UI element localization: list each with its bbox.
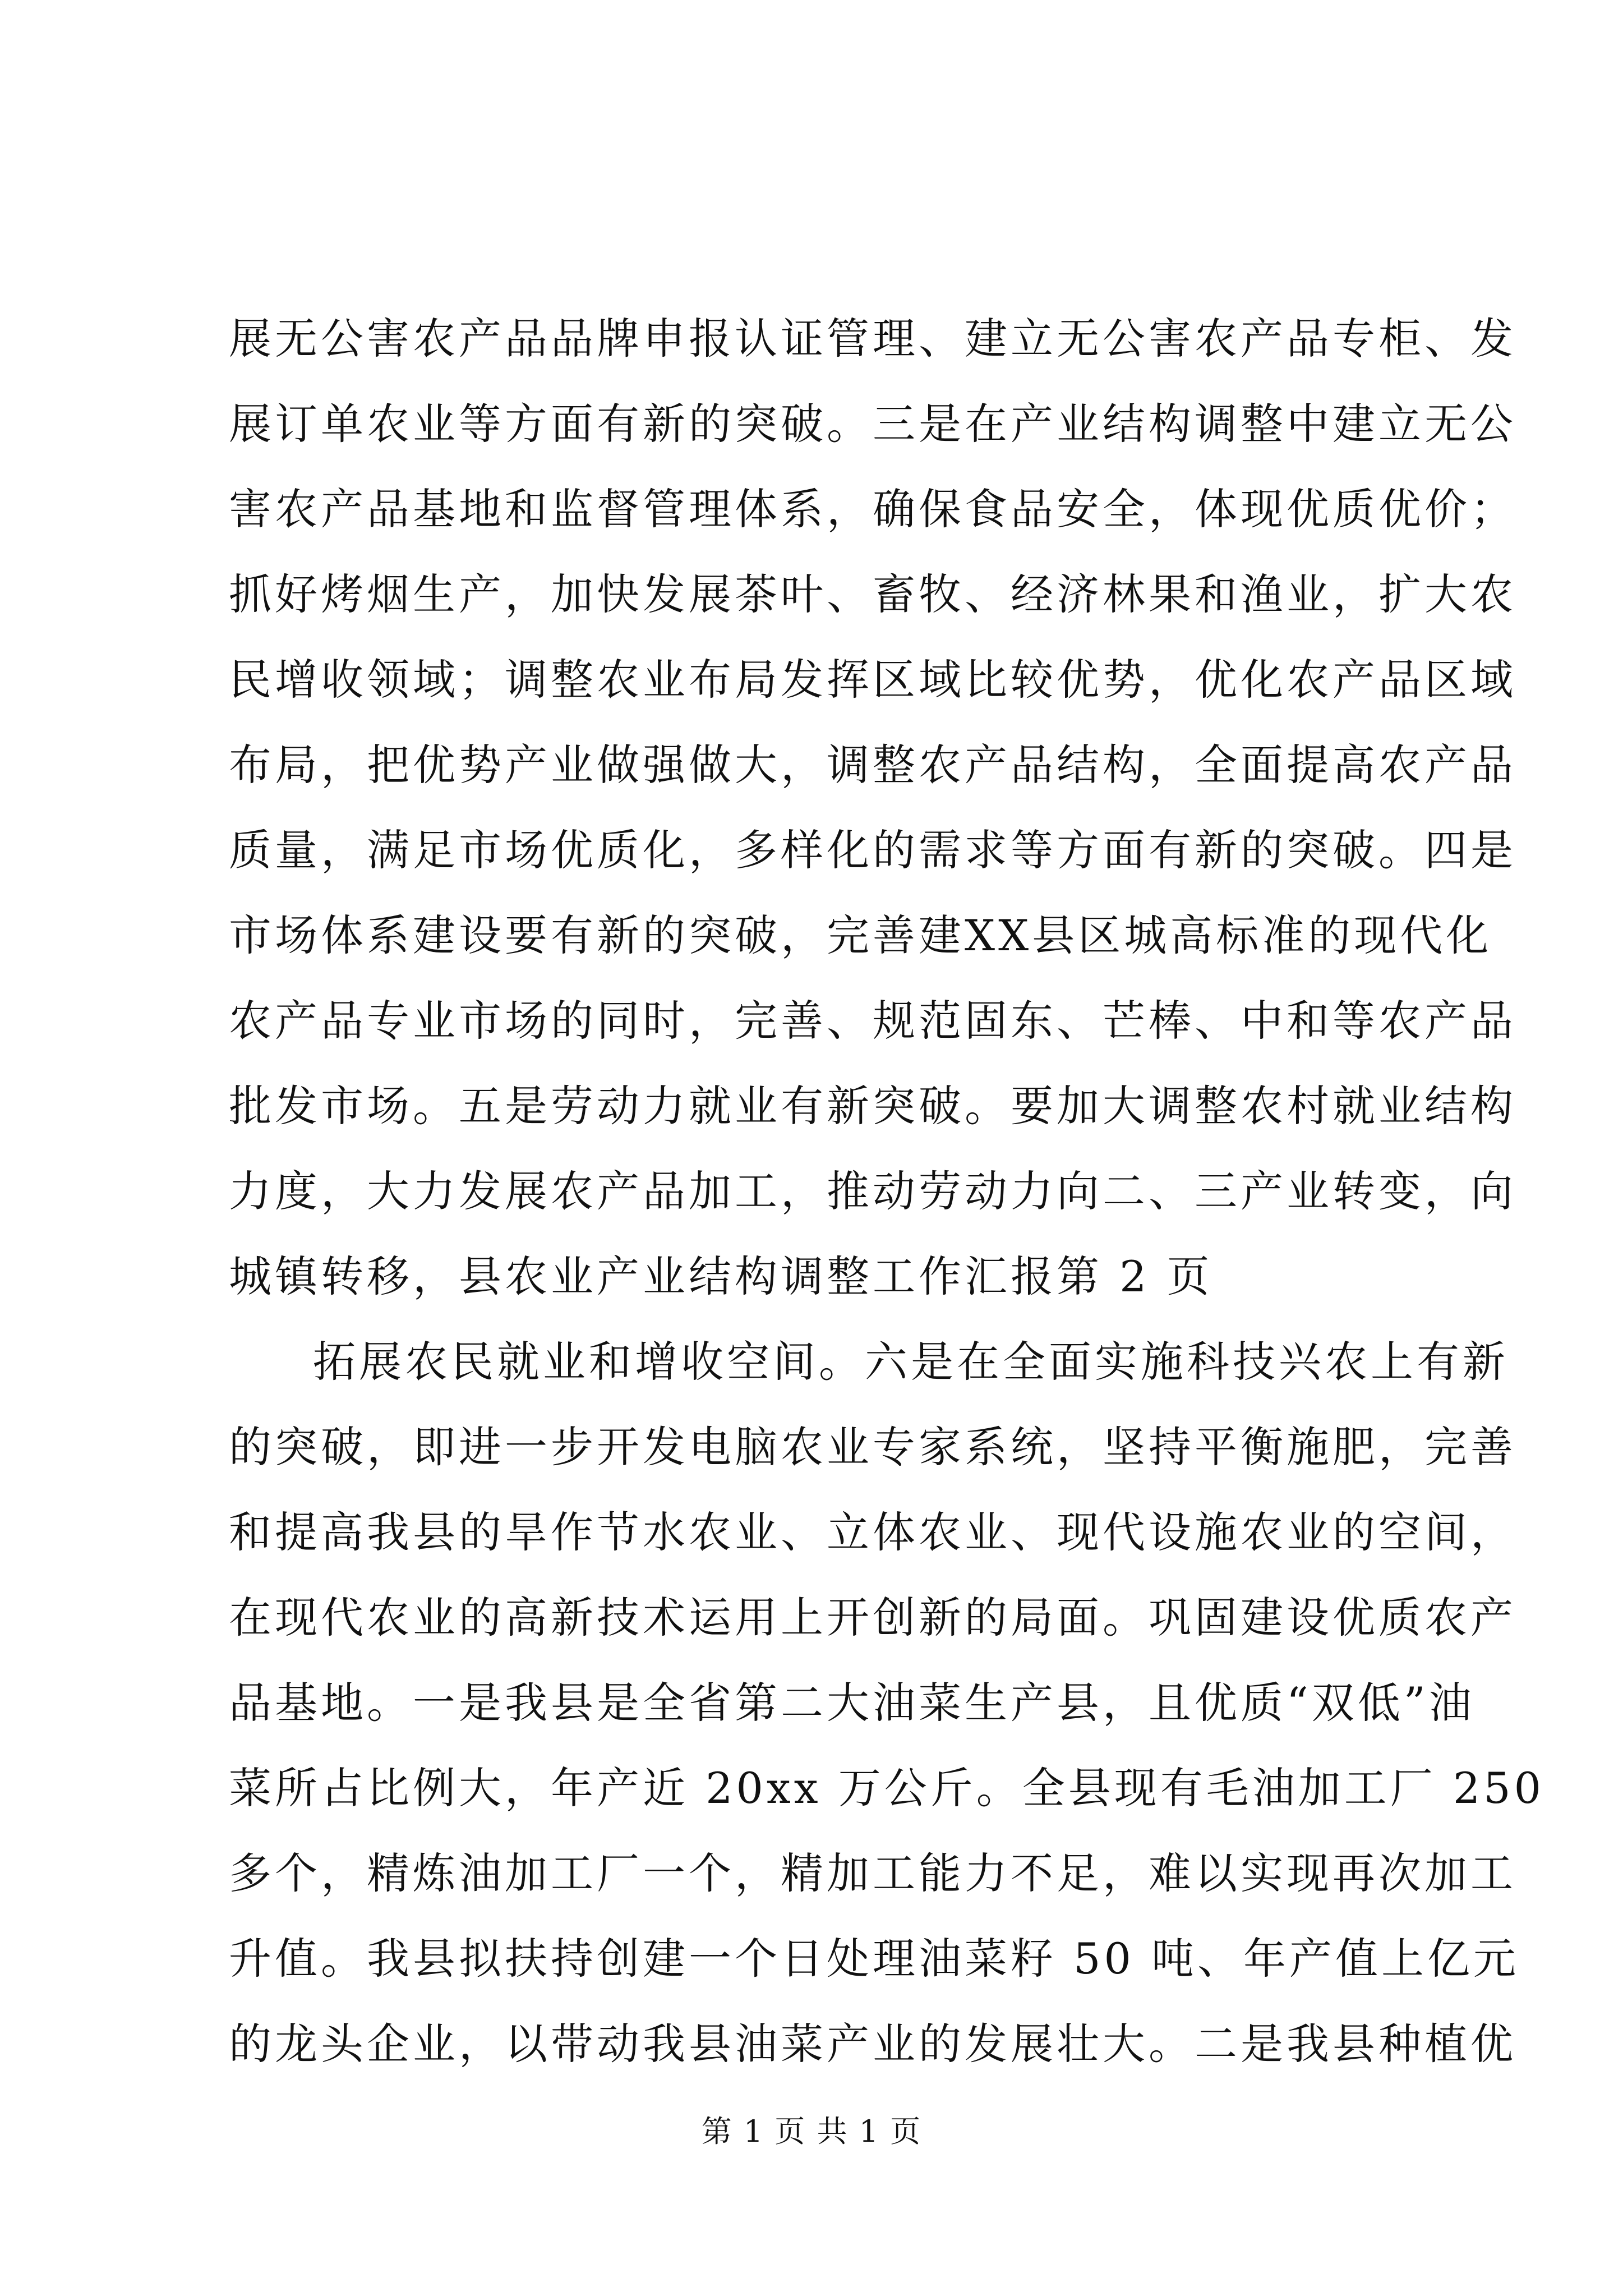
text-line: 民增收领域；调整农业布局发挥区域比较优势，优化农产品区域	[229, 655, 1516, 705]
text-line: 拓展农民就业和增收空间。六是在全面实施科技兴农上有新	[313, 1337, 1509, 1387]
text-line: 升值。我县拟扶持创建一个日处理油菜籽 50 吨、年产值上亿元	[229, 1934, 1520, 1984]
text-line: 在现代农业的高新技术运用上开创新的局面。巩固建设优质农产	[229, 1593, 1516, 1642]
text-line: 市场体系建设要有新的突破，完善建XX县区城高标准的现代化	[229, 910, 1492, 960]
paragraph-1	[229, 296, 1516, 1319]
text-line: 的突破，即进一步开发电脑农业专家系统，坚持平衡施肥，完善	[229, 1422, 1516, 1472]
body-text	[229, 296, 1544, 2087]
text-line: 抓好烤烟生产，加快发展茶叶、畜牧、经济林果和渔业，扩大农	[229, 569, 1516, 619]
text-line: 展无公害农产品品牌申报认证管理、建立无公害农产品专柜、发	[229, 314, 1516, 364]
text-line: 展订单农业等方面有新的突破。三是在产业结构调整中建立无公	[229, 399, 1516, 449]
text-line: 和提高我县的旱作节水农业、立体农业、现代设施农业的空间，	[229, 1507, 1516, 1557]
page-footer	[0, 2109, 1623, 2154]
text-line: 质量，满足市场优质化，多样化的需求等方面有新的突破。四是	[229, 825, 1516, 875]
text-line: 批发市场。五是劳动力就业有新突破。要加大调整农村就业结构	[229, 1081, 1516, 1131]
text-line: 农产品专业市场的同时，完善、规范固东、芒棒、中和等农产品	[229, 996, 1516, 1046]
text-line: 的龙头企业，以带动我县油菜产业的发展壮大。二是我县种植优	[229, 2019, 1516, 2069]
text-line: 品基地。一是我县是全省第二大油菜生产县，且优质“双低”油	[229, 1678, 1475, 1728]
paragraph-2	[229, 1319, 1544, 2087]
text-line: 布局，把优势产业做强做大，调整农产品结构，全面提高农产品	[229, 740, 1516, 790]
text-line: 多个，精炼油加工厂一个，精加工能力不足，难以实现再次加工	[229, 1848, 1516, 1898]
text-line: 城镇转移，县农业产业结构调整工作汇报第 2 页	[229, 1251, 1213, 1301]
text-line: 害农产品基地和监督管理体系，确保食品安全，体现优质优价；	[229, 484, 1516, 534]
page-number-label: 第 1 页 共 1 页	[701, 2114, 922, 2149]
text-line: 力度，大力发展农产品加工，推动劳动力向二、三产业转变，向	[229, 1166, 1516, 1216]
text-line: 菜所占比例大，年产近 20xx 万公斤。全县现有毛油加工厂 250	[229, 1763, 1544, 1813]
